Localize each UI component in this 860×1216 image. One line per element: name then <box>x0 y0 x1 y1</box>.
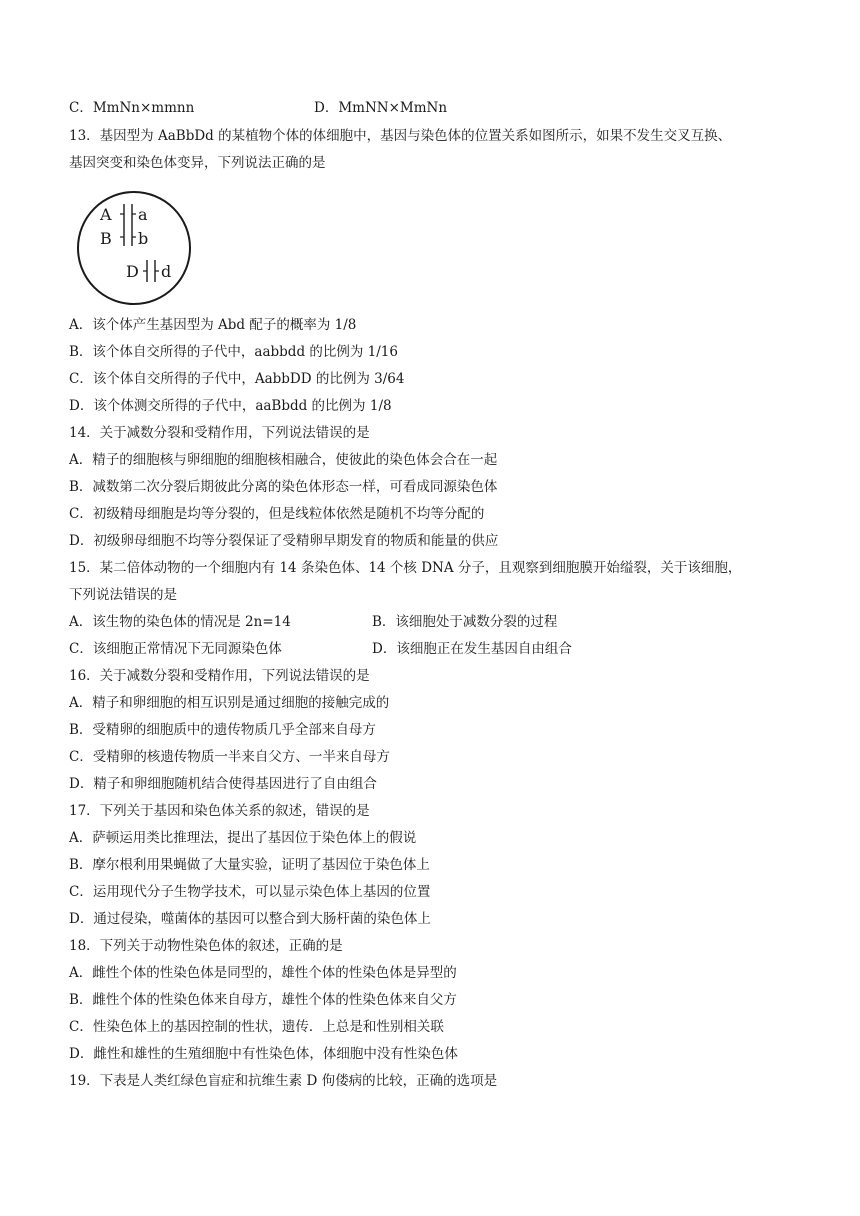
q15-option-a: A．该生物的染色体的情况是 2n=14 <box>69 614 291 630</box>
q18-option-b: B．雌性个体的性染色体来自母方，雄性个体的性染色体来自父方 <box>69 992 457 1008</box>
q18-option-c: C．性染色体上的基因控制的性状，遗传．上总是和性别相关联 <box>69 1019 444 1035</box>
cell-outline <box>78 192 190 304</box>
q17-option-b: B．摩尔根利用果蝇做了大量实验，证明了基因位于染色体上 <box>69 857 430 873</box>
q13-option-c: C．该个体自交所得的子代中，AabbDD 的比例为 3/64 <box>69 371 405 387</box>
q14-stem: 14．关于减数分裂和受精作用，下列说法错误的是 <box>69 425 370 441</box>
q18-option-a: A．雌性个体的性染色体是同型的，雄性个体的性染色体是异型的 <box>69 965 457 981</box>
chromosome-cell-figure <box>76 190 192 306</box>
q14-option-a: A．精子的细胞核与卵细胞的细胞核相融合，使彼此的染色体会合在一起 <box>69 452 498 468</box>
q17-option-a: A．萨顿运用类比推理法，提出了基因位于染色体上的假说 <box>69 830 417 846</box>
q17-option-c: C．运用现代分子生物学技术，可以显示染色体上基因的位置 <box>69 884 431 900</box>
q15-option-d: D．该细胞正在发生基因自由组合 <box>372 641 572 657</box>
q16-option-c: C．受精卵的核遗传物质一半来自父方、一半来自母方 <box>69 749 390 765</box>
gene-label-B: B <box>100 229 112 248</box>
q15-option-c: C．该细胞正常情况下无同源染色体 <box>69 641 282 657</box>
q16-option-d: D．精子和卵细胞随机结合使得基因进行了自由组合 <box>69 776 377 792</box>
q14-option-b: B．减数第二次分裂后期彼此分离的染色体形态一样，可看成同源染色体 <box>69 479 498 495</box>
q16-option-a: A．精子和卵细胞的相互识别是通过细胞的接触完成的 <box>69 695 390 711</box>
q16-option-b: B．受精卵的细胞质中的遗传物质几乎全部来自母方 <box>69 722 376 738</box>
gene-label-d: d <box>161 262 172 281</box>
q13-option-a: A．该个体产生基因型为 Abd 配子的概率为 1/8 <box>69 317 357 333</box>
q15-stem-line1: 15．某二倍体动物的一个细胞内有 14 条染色体、14 个核 DNA 分子，且观察到细胞膜开始缢裂，关于该细胞， <box>69 560 742 576</box>
q13-option-b: B．该个体自交所得的子代中，aabbdd 的比例为 1/16 <box>69 344 398 360</box>
q18-stem: 18．下列关于动物性染色体的叙述，正确的是 <box>69 938 343 954</box>
q17-option-d: D．通过侵染，噬菌体的基因可以整合到大肠杆菌的染色体上 <box>69 911 431 927</box>
q18-option-d: D．雌性和雄性的生殖细胞中有性染色体，体细胞中没有性染色体 <box>69 1046 458 1062</box>
gene-label-b: b <box>138 229 149 248</box>
q17-stem: 17．下列关于基因和染色体关系的叙述，错误的是 <box>69 803 370 819</box>
q19-stem: 19．下表是人类红绿色盲症和抗维生素 D 佝偻病的比较，正确的选项是 <box>69 1073 498 1089</box>
q16-stem: 16．关于减数分裂和受精作用，下列说法错误的是 <box>69 668 370 684</box>
q15-stem-line2: 下列说法错误的是 <box>69 587 177 603</box>
gene-label-A: A <box>100 205 112 224</box>
q13-option-d: D．该个体测交所得的子代中，aaBbdd 的比例为 1/8 <box>69 398 392 414</box>
q12-option-d: D．MmNN×MmNn <box>314 100 448 116</box>
gene-label-D: D <box>126 262 139 281</box>
q13-stem-line1: 13．基因型为 AaBbDd 的某植物个体的体细胞中，基因与染色体的位置关系如图所示，如果不发生交叉互换、 <box>69 128 732 144</box>
q14-option-c: C．初级精母细胞是均等分裂的，但是线粒体依然是随机不均等分配的 <box>69 506 485 522</box>
q12-option-c: C．MmNn×mmnn <box>69 100 195 116</box>
q15-option-b: B．该细胞处于减数分裂的过程 <box>372 614 558 630</box>
q14-option-d: D．初级卵母细胞不均等分裂保证了受精卵早期发育的物质和能量的供应 <box>69 533 499 549</box>
q13-stem-line2: 基因突变和染色体变异，下列说法正确的是 <box>69 155 326 171</box>
gene-label-a: a <box>138 205 148 224</box>
